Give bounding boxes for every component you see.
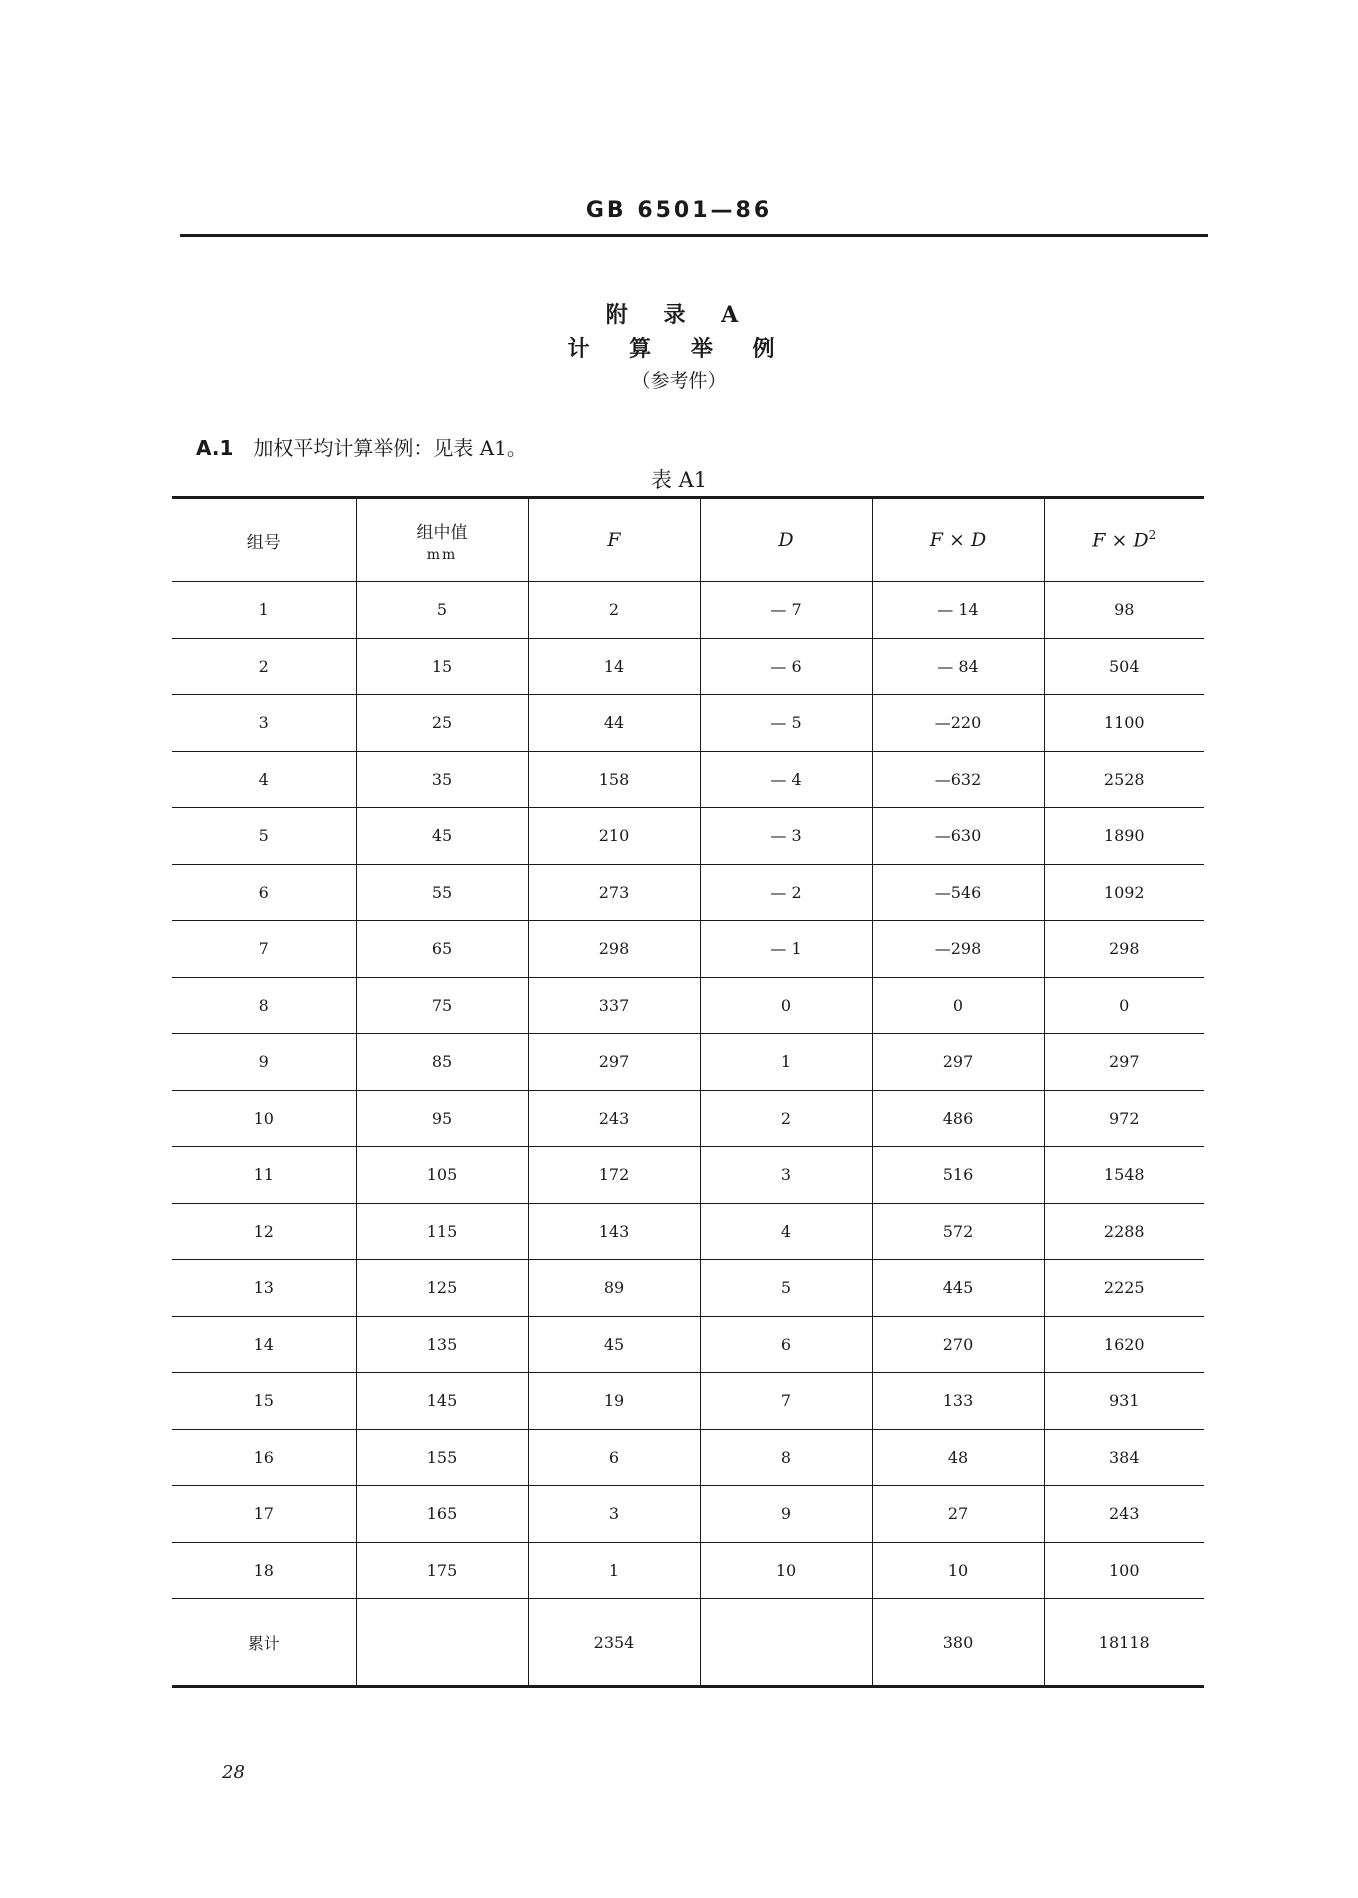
cell-d: 4 xyxy=(700,1203,872,1260)
cell-d: 2 xyxy=(700,1090,872,1147)
standard-code: GB 6501—86 xyxy=(585,198,773,223)
table-row xyxy=(172,1542,1204,1599)
cell-group-number: 17 xyxy=(172,1486,356,1543)
cell-f: 158 xyxy=(528,751,700,808)
cell-group-number: 13 xyxy=(172,1260,356,1317)
cell-f-times-d-squared: 504 xyxy=(1044,638,1204,695)
cell-f-times-d-squared: 0 xyxy=(1044,977,1204,1034)
table-row xyxy=(172,695,1204,752)
cell-f: 143 xyxy=(528,1203,700,1260)
cell-f: 337 xyxy=(528,977,700,1034)
cell-f: 172 xyxy=(528,1147,700,1204)
cell-f-times-d: 27 xyxy=(872,1486,1044,1543)
cell-midpoint: 125 xyxy=(356,1260,528,1317)
cell-f: 2 xyxy=(528,582,700,639)
cell-f-times-d: —220 xyxy=(872,695,1044,752)
cell-f-times-d-squared: 1620 xyxy=(1044,1316,1204,1373)
table-row xyxy=(172,921,1204,978)
cell-group-number: 9 xyxy=(172,1034,356,1091)
cell-f-times-d-squared: 384 xyxy=(1044,1429,1204,1486)
cell-midpoint: 35 xyxy=(356,751,528,808)
cell-group-number: 1 xyxy=(172,582,356,639)
cell-f-times-d: —630 xyxy=(872,808,1044,865)
cell-f-times-d: 0 xyxy=(872,977,1044,1034)
cell-f-times-d: 297 xyxy=(872,1034,1044,1091)
header-f-times-d-squared xyxy=(1044,498,1204,582)
cell-group-number: 5 xyxy=(172,808,356,865)
cell-f: 19 xyxy=(528,1373,700,1430)
total-label: 累计 xyxy=(172,1599,356,1687)
cell-d: 3 xyxy=(700,1147,872,1204)
cell-d: 8 xyxy=(700,1429,872,1486)
cell-f-times-d: 445 xyxy=(872,1260,1044,1317)
cell-group-number: 2 xyxy=(172,638,356,695)
cell-f: 243 xyxy=(528,1090,700,1147)
cell-f-times-d: 10 xyxy=(872,1542,1044,1599)
table-row xyxy=(172,1090,1204,1147)
cell-midpoint: 5 xyxy=(356,582,528,639)
cell-f-times-d-squared: 2225 xyxy=(1044,1260,1204,1317)
cell-group-number: 18 xyxy=(172,1542,356,1599)
table-total-row xyxy=(172,1599,1204,1687)
total-d xyxy=(700,1599,872,1687)
cell-f-times-d-squared: 297 xyxy=(1044,1034,1204,1091)
cell-f-times-d: 572 xyxy=(872,1203,1044,1260)
cell-group-number: 7 xyxy=(172,921,356,978)
cell-f-times-d-squared: 1890 xyxy=(1044,808,1204,865)
cell-d: 10 xyxy=(700,1542,872,1599)
header-group-midpoint xyxy=(356,498,528,582)
header-f-times-d: F × D xyxy=(872,498,1044,582)
cell-f: 44 xyxy=(528,695,700,752)
cell-f-times-d: —298 xyxy=(872,921,1044,978)
cell-d: 0 xyxy=(700,977,872,1034)
cell-d: 6 xyxy=(700,1316,872,1373)
appendix-title: 附 录 A xyxy=(605,302,753,328)
section-text: 加权平均计算举例：见表 A1。 xyxy=(253,436,527,460)
table-row xyxy=(172,1373,1204,1430)
header-fd2-base: F × D xyxy=(1092,529,1149,552)
header-group-number: 组号 xyxy=(246,532,281,553)
cell-midpoint: 25 xyxy=(356,695,528,752)
cell-midpoint: 135 xyxy=(356,1316,528,1373)
table-row xyxy=(172,808,1204,865)
table-row xyxy=(172,1260,1204,1317)
cell-midpoint: 45 xyxy=(356,808,528,865)
header-midpoint-unit: mm xyxy=(426,546,458,563)
header-midpoint-label: 组中值 xyxy=(416,522,468,543)
table-row xyxy=(172,751,1204,808)
cell-midpoint: 105 xyxy=(356,1147,528,1204)
cell-f: 210 xyxy=(528,808,700,865)
cell-group-number: 11 xyxy=(172,1147,356,1204)
cell-f: 14 xyxy=(528,638,700,695)
cell-midpoint: 155 xyxy=(356,1429,528,1486)
total-f-times-d-squared: 18118 xyxy=(1044,1599,1204,1687)
appendix-subtitle: 计 算 举 例 xyxy=(567,336,791,362)
cell-f: 298 xyxy=(528,921,700,978)
table-row xyxy=(172,1034,1204,1091)
cell-d: 1 xyxy=(700,1034,872,1091)
cell-group-number: 6 xyxy=(172,864,356,921)
table-row xyxy=(172,1316,1204,1373)
table-row xyxy=(172,638,1204,695)
cell-f-times-d: 516 xyxy=(872,1147,1044,1204)
cell-f-times-d-squared: 100 xyxy=(1044,1542,1204,1599)
table-a1-wrapper xyxy=(172,496,1204,1688)
total-f: 2354 xyxy=(528,1599,700,1687)
header-f: F xyxy=(528,498,700,582)
table-caption: 表 A1 xyxy=(650,468,708,492)
cell-f-times-d-squared: 1092 xyxy=(1044,864,1204,921)
cell-f-times-d: 133 xyxy=(872,1373,1044,1430)
cell-f-times-d-squared: 243 xyxy=(1044,1486,1204,1543)
cell-f: 89 xyxy=(528,1260,700,1317)
cell-f: 45 xyxy=(528,1316,700,1373)
cell-f-times-d: — 84 xyxy=(872,638,1044,695)
cell-midpoint: 175 xyxy=(356,1542,528,1599)
cell-f-times-d-squared: 931 xyxy=(1044,1373,1204,1430)
total-f-times-d: 380 xyxy=(872,1599,1044,1687)
cell-d: — 3 xyxy=(700,808,872,865)
page-number: 28 xyxy=(222,1762,245,1783)
cell-d: 5 xyxy=(700,1260,872,1317)
table-row xyxy=(172,1486,1204,1543)
total-midpoint xyxy=(356,1599,528,1687)
cell-group-number: 3 xyxy=(172,695,356,752)
table-row xyxy=(172,582,1204,639)
cell-midpoint: 75 xyxy=(356,977,528,1034)
cell-f: 1 xyxy=(528,1542,700,1599)
cell-group-number: 10 xyxy=(172,1090,356,1147)
section-number: A.1 xyxy=(196,436,234,460)
table-header-row xyxy=(172,498,1204,582)
cell-f-times-d-squared: 98 xyxy=(1044,582,1204,639)
cell-d: — 2 xyxy=(700,864,872,921)
section-a1 xyxy=(196,432,527,461)
table-row xyxy=(172,977,1204,1034)
appendix-note: （参考件） xyxy=(631,370,727,392)
cell-f-times-d-squared: 2528 xyxy=(1044,751,1204,808)
cell-f: 6 xyxy=(528,1429,700,1486)
cell-f-times-d-squared: 298 xyxy=(1044,921,1204,978)
cell-group-number: 14 xyxy=(172,1316,356,1373)
cell-group-number: 16 xyxy=(172,1429,356,1486)
cell-midpoint: 95 xyxy=(356,1090,528,1147)
cell-group-number: 8 xyxy=(172,977,356,1034)
table-row xyxy=(172,864,1204,921)
table-row xyxy=(172,1429,1204,1486)
cell-f-times-d: — 14 xyxy=(872,582,1044,639)
cell-midpoint: 55 xyxy=(356,864,528,921)
table-row xyxy=(172,1147,1204,1204)
cell-d: — 1 xyxy=(700,921,872,978)
cell-f: 297 xyxy=(528,1034,700,1091)
cell-group-number: 4 xyxy=(172,751,356,808)
cell-d: 9 xyxy=(700,1486,872,1543)
header-d: D xyxy=(700,498,872,582)
cell-f-times-d-squared: 972 xyxy=(1044,1090,1204,1147)
cell-f: 3 xyxy=(528,1486,700,1543)
cell-f: 273 xyxy=(528,864,700,921)
cell-f-times-d: —632 xyxy=(872,751,1044,808)
cell-f-times-d-squared: 1100 xyxy=(1044,695,1204,752)
cell-d: — 6 xyxy=(700,638,872,695)
cell-f-times-d: 486 xyxy=(872,1090,1044,1147)
cell-midpoint: 165 xyxy=(356,1486,528,1543)
cell-f-times-d-squared: 1548 xyxy=(1044,1147,1204,1204)
table-a1 xyxy=(172,496,1204,1688)
cell-midpoint: 145 xyxy=(356,1373,528,1430)
cell-d: — 7 xyxy=(700,582,872,639)
table-body xyxy=(172,582,1204,1599)
cell-f-times-d: 48 xyxy=(872,1429,1044,1486)
cell-d: — 5 xyxy=(700,695,872,752)
header-rule xyxy=(180,234,1208,237)
cell-group-number: 15 xyxy=(172,1373,356,1430)
cell-d: 7 xyxy=(700,1373,872,1430)
table-row xyxy=(172,1203,1204,1260)
cell-midpoint: 65 xyxy=(356,921,528,978)
cell-midpoint: 85 xyxy=(356,1034,528,1091)
cell-d: — 4 xyxy=(700,751,872,808)
header-fd2-exponent: 2 xyxy=(1148,528,1157,543)
cell-group-number: 12 xyxy=(172,1203,356,1260)
cell-midpoint: 15 xyxy=(356,638,528,695)
cell-f-times-d: 270 xyxy=(872,1316,1044,1373)
cell-f-times-d: —546 xyxy=(872,864,1044,921)
cell-f-times-d-squared: 2288 xyxy=(1044,1203,1204,1260)
cell-midpoint: 115 xyxy=(356,1203,528,1260)
